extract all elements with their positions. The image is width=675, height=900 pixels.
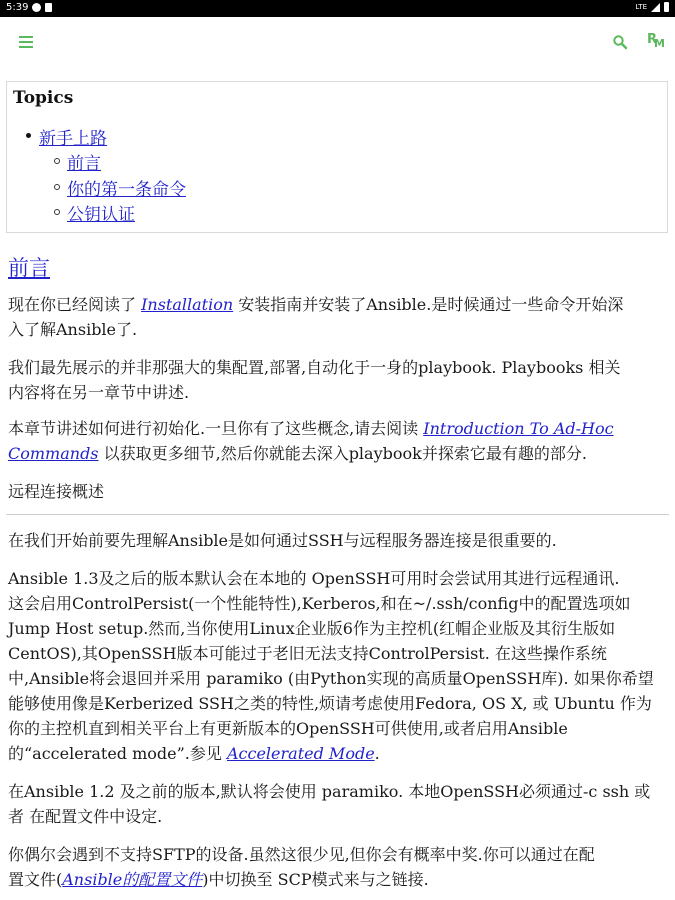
paragraph-openssh [8, 566, 663, 766]
bullet-ring [54, 184, 60, 190]
text: 你偶尔会遇到不支持SFTP的设备.虽然这很少见,但你会有概率中奖.你可以通过在配 [8, 845, 595, 864]
status-time: 5:39 [6, 2, 29, 13]
text: 现在你已经阅读了 [8, 295, 142, 314]
bullet-ring [54, 209, 60, 215]
text: 我们最先展示的并非那强大的集配置,部署,自动化于一身的playbook. Playbooks 相关 [8, 358, 621, 377]
bullet-dot [26, 133, 31, 138]
network-type: LTE [635, 3, 647, 11]
adhoc-commands-link[interactable]: Commands [8, 444, 99, 463]
paragraph-chapter [8, 416, 663, 466]
paragraph-sftp [8, 842, 663, 892]
paragraph-paramiko [8, 779, 663, 829]
topic-link-introduction[interactable]: 前言 [67, 154, 101, 174]
status-bar [0, 0, 675, 17]
text: 的“accelerated mode”.参见 [8, 744, 227, 763]
divider [6, 514, 669, 515]
app-bar [0, 17, 675, 69]
text: 入了解Ansible了. [8, 320, 138, 339]
topic-link-getting-started[interactable]: 新手上路 [39, 129, 107, 149]
reader-mode-m: M [654, 37, 665, 50]
text: 能够使用像是Kerberized SSH之类的特性,烦请考虑使用Fedora, OS X, 或 Ubuntu 作为 [8, 694, 652, 713]
text: 中,Ansible将会退回并采用 paramiko (由Python实现的高质量OpenSSH库). 如果你希望 [8, 669, 654, 688]
text: Ansible 1.3及之后的版本默认会在本地的 OpenSSH可用时会尝试用其进行远程通讯. [8, 569, 620, 588]
text: 置文件( [8, 870, 63, 889]
topic-link-public-key-auth[interactable]: 公钥认证 [67, 205, 135, 225]
topics-title: Topics [13, 88, 74, 108]
menu-icon[interactable] [19, 36, 33, 48]
adhoc-intro-link[interactable]: Introduction To Ad-Hoc [423, 419, 614, 438]
text: 本章节讲述如何进行初始化.一旦你有了这些概念,请去阅读 [8, 419, 424, 438]
paragraph-intro [8, 292, 663, 342]
reader-mode-icon[interactable] [647, 32, 667, 52]
battery-icon [664, 2, 669, 12]
signal-icon [651, 3, 660, 12]
reader-mode-r: R [647, 32, 658, 47]
paragraph-ssh [8, 528, 663, 553]
text: CentOS),其OpenSSH版本可能过于老旧无法支持ControlPersist. 在这些操作系统 [8, 644, 607, 663]
topic-link-first-command[interactable]: 你的第一条命令 [67, 180, 186, 200]
section-heading[interactable]: 前言 [8, 256, 50, 280]
text: 以获取更多细节,然后你就能去深入playbook并探索它最有趣的部分. [98, 444, 587, 463]
text: 你的主控机直到相关平台上有更新版本的OpenSSH可供使用,或者启用Ansible [8, 719, 568, 738]
text: Jump Host setup.然而,当你使用Linux企业版6作为主控机(红帽企业版及其衍生版如 [8, 619, 616, 638]
text: )中切换至 SCP模式来与之链接. [202, 870, 429, 889]
text: 者 在配置文件中设定. [8, 807, 163, 826]
subheading-remote-connection: 远程连接概述 [8, 482, 105, 501]
text: 内容将在另一章节中讲述. [8, 383, 190, 402]
text: . [374, 744, 380, 763]
paragraph-playbooks [8, 355, 663, 405]
text: 在Ansible 1.2 及之前的版本,默认将会使用 paramiko. 本地OpenSSH必须通过-c ssh 或 [8, 782, 651, 801]
text: 安装指南并安装了Ansible.是时候通过一些命令开始深 [233, 295, 624, 314]
text: 在我们开始前要先理解Ansible是如何通过SSH与远程服务器连接是很重要的. [8, 531, 557, 550]
accelerated-mode-link[interactable]: Accelerated Mode [226, 744, 375, 763]
notification-icon [32, 3, 41, 12]
search-icon[interactable] [612, 34, 628, 50]
bullet-ring [54, 158, 60, 164]
topics-box [6, 81, 668, 233]
sd-card-icon [45, 3, 52, 12]
text: 这会启用ControlPersist(一个性能特性),Kerberos,和在~/.ssh/config中的配置选项如 [8, 594, 631, 613]
installation-link[interactable]: Installation [141, 295, 234, 314]
ansible-config-link[interactable]: Ansible的配置文件 [62, 870, 203, 889]
